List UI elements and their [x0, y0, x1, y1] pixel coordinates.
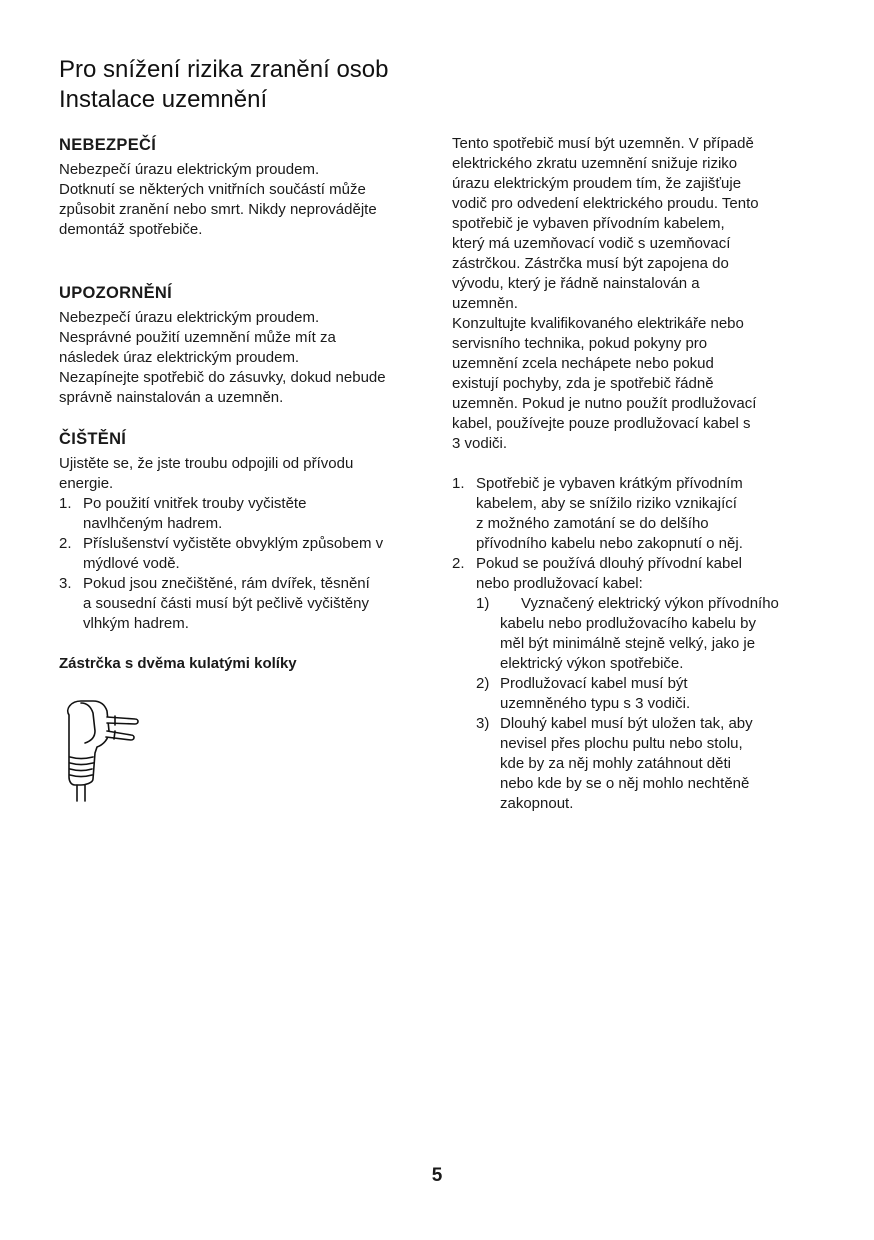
danger-heading: NEBEZPEČÍ	[59, 136, 157, 154]
subitem-line: kde by za něj mohly zatáhnout děti	[500, 755, 731, 772]
item-line: navlhčeným hadrem.	[83, 515, 223, 532]
grounding-line: 3 vodiči.	[452, 435, 508, 452]
cleaning-item	[59, 574, 434, 634]
plug-heading: Zástrčka s dvěma kulatými kolíky	[59, 655, 297, 672]
subitem-line: nevisel přes plochu pultu nebo stolu,	[500, 735, 743, 752]
warning-text	[59, 308, 434, 408]
page-number: 5	[431, 1165, 443, 1186]
grounding-line: spotřebič je vybaven přívodním kabelem,	[452, 215, 725, 232]
subitem-line: Vyznačený elektrický výkon přívodního	[521, 595, 779, 612]
item-line: Příslušenství vyčistěte obvyklým způsobem v	[83, 535, 384, 552]
danger-line: způsobit zranění nebo smrt. Nikdy neprovádějte	[59, 201, 377, 218]
grounding-line: který má uzemňovací vodič s uzemňovací	[452, 235, 731, 252]
subitem-line: Dlouhý kabel musí být uložen tak, aby	[500, 715, 753, 732]
grounding-line: zástrčkou. Zástrčka musí být zapojena do	[452, 255, 729, 272]
subitem-line: zakopnout.	[500, 795, 574, 812]
title-line-1: Pro snížení rizika zranění osob	[59, 56, 389, 83]
cleaning-intro-line: Ujistěte se, že jste troubu odpojili od přívodu	[59, 455, 354, 472]
item-number: 2.	[59, 535, 72, 552]
grounding-line: uzemněn.	[452, 295, 518, 312]
item-line: mýdlové vodě.	[83, 555, 180, 572]
item-line: z možného zamotání se do delšího	[476, 515, 709, 532]
item-line: a sousední části musí být pečlivě vyčištěny	[83, 595, 369, 612]
danger-line: demontáž spotřebiče.	[59, 221, 203, 238]
item-line: vlhkým hadrem.	[83, 615, 189, 632]
cleaning-item	[59, 534, 434, 574]
grounding-line: Tento spotřebič musí být uzemněn. V případě	[452, 135, 754, 152]
grounding-subitem	[452, 674, 852, 714]
grounding-line: uzemnění zcela nechápete nebo pokud	[452, 355, 714, 372]
warning-line: Nebezpečí úrazu elektrickým proudem.	[59, 309, 320, 326]
title-line-2: Instalace uzemnění	[59, 86, 268, 113]
warning-line: správně nainstalován a uzemněn.	[59, 389, 284, 406]
subitem-line: nebo kde by se o něj mohlo nechtěně	[500, 775, 750, 792]
item-number: 2.	[452, 555, 465, 572]
item-number: 3.	[59, 575, 72, 592]
grounding-text	[452, 134, 852, 454]
subitem-line: elektrický výkon spotřebiče.	[500, 655, 684, 672]
page-title	[59, 55, 389, 115]
subitem-number: 2)	[476, 675, 490, 692]
danger-line: Dotknutí se některých vnitřních součástí může	[59, 181, 366, 198]
item-line: přívodního kabelu nebo zakopnutí o něj.	[476, 535, 743, 552]
cleaning-heading: ČIŠTĚNÍ	[59, 430, 127, 448]
danger-line: Nebezpečí úrazu elektrickým proudem.	[59, 161, 320, 178]
grounding-line: vývodu, který je řádně nainstalován a	[452, 275, 700, 292]
cleaning-item	[59, 494, 434, 534]
cleaning-intro-line: energie.	[59, 475, 114, 492]
grounding-line: existují pochyby, zda je spotřebič řádně	[452, 375, 714, 392]
grounding-line: elektrického zkratu uzemnění snižuje riziko	[452, 155, 738, 172]
danger-text	[59, 160, 434, 240]
subitem-line: kabelu nebo prodlužovacího kabelu by	[500, 615, 757, 632]
grounding-line: servisního technika, pokud pokyny pro	[452, 335, 708, 352]
item-number: 1.	[452, 475, 465, 492]
subitem-line: uzemněného typu s 3 vodiči.	[500, 695, 691, 712]
subitem-line: měl být minimálně stejně velký, jako je	[500, 635, 756, 652]
subitem-line: Prodlužovací kabel musí být	[500, 675, 688, 692]
warning-line: Nesprávné použití uzemnění může mít za	[59, 329, 336, 346]
grounding-line: Konzultujte kvalifikovaného elektrikáře nebo	[452, 315, 744, 332]
warning-heading: UPOZORNĚNÍ	[59, 284, 173, 302]
grounding-subitem	[452, 594, 852, 674]
grounding-item	[452, 474, 852, 554]
grounding-line: uzemněn. Pokud je nutno použít prodlužovací	[452, 395, 757, 412]
item-line: Spotřebič je vybaven krátkým přívodním	[476, 475, 743, 492]
item-line: Pokud se používá dlouhý přívodní kabel	[476, 555, 743, 572]
grounding-line: kabel, používejte pouze prodlužovací kabel s	[452, 415, 751, 432]
item-line: Po použití vnitřek trouby vyčistěte	[83, 495, 307, 512]
item-line: kabelem, aby se snížilo riziko vznikající	[476, 495, 737, 512]
warning-line: Nezapínejte spotřebič do zásuvky, dokud nebude	[59, 369, 386, 386]
left-column	[59, 134, 434, 674]
subitem-number: 3)	[476, 715, 490, 732]
warning-line: následek úraz elektrickým proudem.	[59, 349, 300, 366]
grounding-line: vodič pro odvedení elektrického proudu. Tento	[452, 195, 759, 212]
grounding-subitem	[452, 714, 852, 814]
right-column	[452, 134, 852, 814]
cleaning-intro	[59, 454, 434, 494]
grounding-line: úrazu elektrickým proudem tím, že zajišťuje	[452, 175, 742, 192]
subitem-number: 1)	[476, 595, 490, 612]
grounding-item	[452, 554, 852, 594]
round-pin-plug-icon	[55, 693, 147, 803]
item-line: Pokud jsou znečištěné, rám dvířek, těsnění	[83, 575, 370, 592]
item-line: nebo prodlužovací kabel:	[476, 575, 643, 592]
item-number: 1.	[59, 495, 72, 512]
